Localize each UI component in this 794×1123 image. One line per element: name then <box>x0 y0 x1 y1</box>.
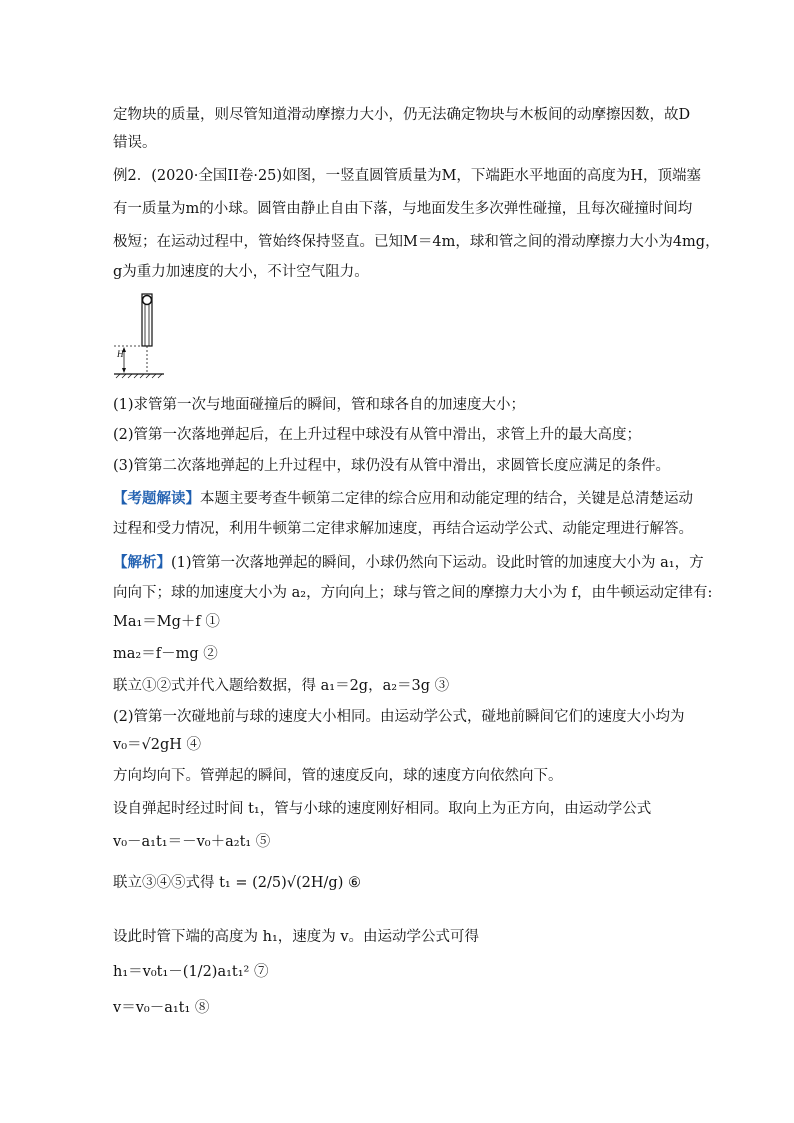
text-line: g为重力加速度的大小，不计空气阻力。 <box>113 264 369 280</box>
equation-2: ma₂＝f－mg ② <box>113 646 218 662</box>
equation-7: h₁＝v₀t₁－(1/2)a₁t₁² ⑦ <box>113 964 269 980</box>
equation-3: 联立①②式并代入题给数据，得 a₁＝2g，a₂＝3g ③ <box>113 678 450 694</box>
solution-tag: 【解析】 <box>113 554 171 571</box>
solution-line-1 <box>113 553 704 573</box>
paragraph-2a: (2)管第一次碰地前与球的速度大小相同。由运动学公式，碰地前瞬间它们的速度大小均为 <box>113 709 685 725</box>
analysis-paragraph-2: 过程和受力情况，利用牛顿第二定律求解加速度，再结合运动学公式、动能定理进行解答。 <box>113 521 693 537</box>
text-line: 错误。 <box>113 135 157 151</box>
analysis-paragraph-1 <box>113 489 693 509</box>
text-line: 定物块的质量，则尽管知道滑动摩擦力大小，仍无法确定物块与木板间的动摩擦因数，故D <box>113 107 691 123</box>
example-2-line: 例2．(2020·全国II卷·25)如图，一竖直圆管质量为M，下端距水平地面的高度为H，顶端塞 <box>113 168 702 184</box>
analysis-tag: 【考题解读】 <box>113 490 200 507</box>
question-3: (3)管第二次落地弹起的上升过程中，球仍没有从管中滑出，求圆管长度应满足的条件。 <box>113 458 671 474</box>
height-label: H <box>117 349 124 359</box>
equation-1: Ma₁＝Mg＋f ① <box>113 614 220 630</box>
paragraph-2b: 方向均向下。管弹起的瞬间，管的速度反向，球的速度方向依然向下。 <box>113 768 563 784</box>
equation-4: v₀＝√2gH ④ <box>113 737 202 753</box>
question-1: (1)求管第一次与地面碰撞后的瞬间，管和球各自的加速度大小； <box>113 397 526 413</box>
question-2: (2)管第一次落地弹起后，在上升过程中球没有从管中滑出，求管上升的最大高度； <box>113 427 642 443</box>
analysis-text: 本题主要考查牛顿第二定律的综合应用和动能定理的结合，关键是总清楚运动 <box>200 491 693 507</box>
paragraph-2c: 设自弹起时经过时间 t₁，管与小球的速度刚好相同。取向上为正方向，由运动学公式 <box>113 801 652 817</box>
paragraph-2d: 设此时管下端的高度为 h₁，速度为 v。由运动学公式可得 <box>113 929 480 945</box>
text-line: 极短；在运动过程中，管始终保持竖直。已知M＝4m，球和管之间的滑动摩擦力大小为4mg， <box>113 234 720 250</box>
solution-text: (1)管第一次落地弹起的瞬间，小球仍然向下运动。设此时管的加速度大小为 a₁，方 <box>171 555 704 571</box>
equation-5: v₀－a₁t₁＝－v₀＋a₂t₁ ⑤ <box>113 834 271 850</box>
equation-8: v＝v₀－a₁t₁ ⑧ <box>113 1000 210 1016</box>
equation-6: 联立③④⑤式得 t₁ = (2/5)√(2H/g) ⑥ <box>113 875 361 891</box>
text-line: 有一质量为m的小球。圆管由静止自由下落，与地面发生多次弹性碰撞，且每次碰撞时间均 <box>113 201 693 217</box>
solution-line-2: 向向下；球的加速度大小为 a₂，方向向上；球与管之间的摩擦力大小为 f，由牛顿运动定律有: <box>113 585 713 601</box>
tube-figure <box>112 292 172 382</box>
